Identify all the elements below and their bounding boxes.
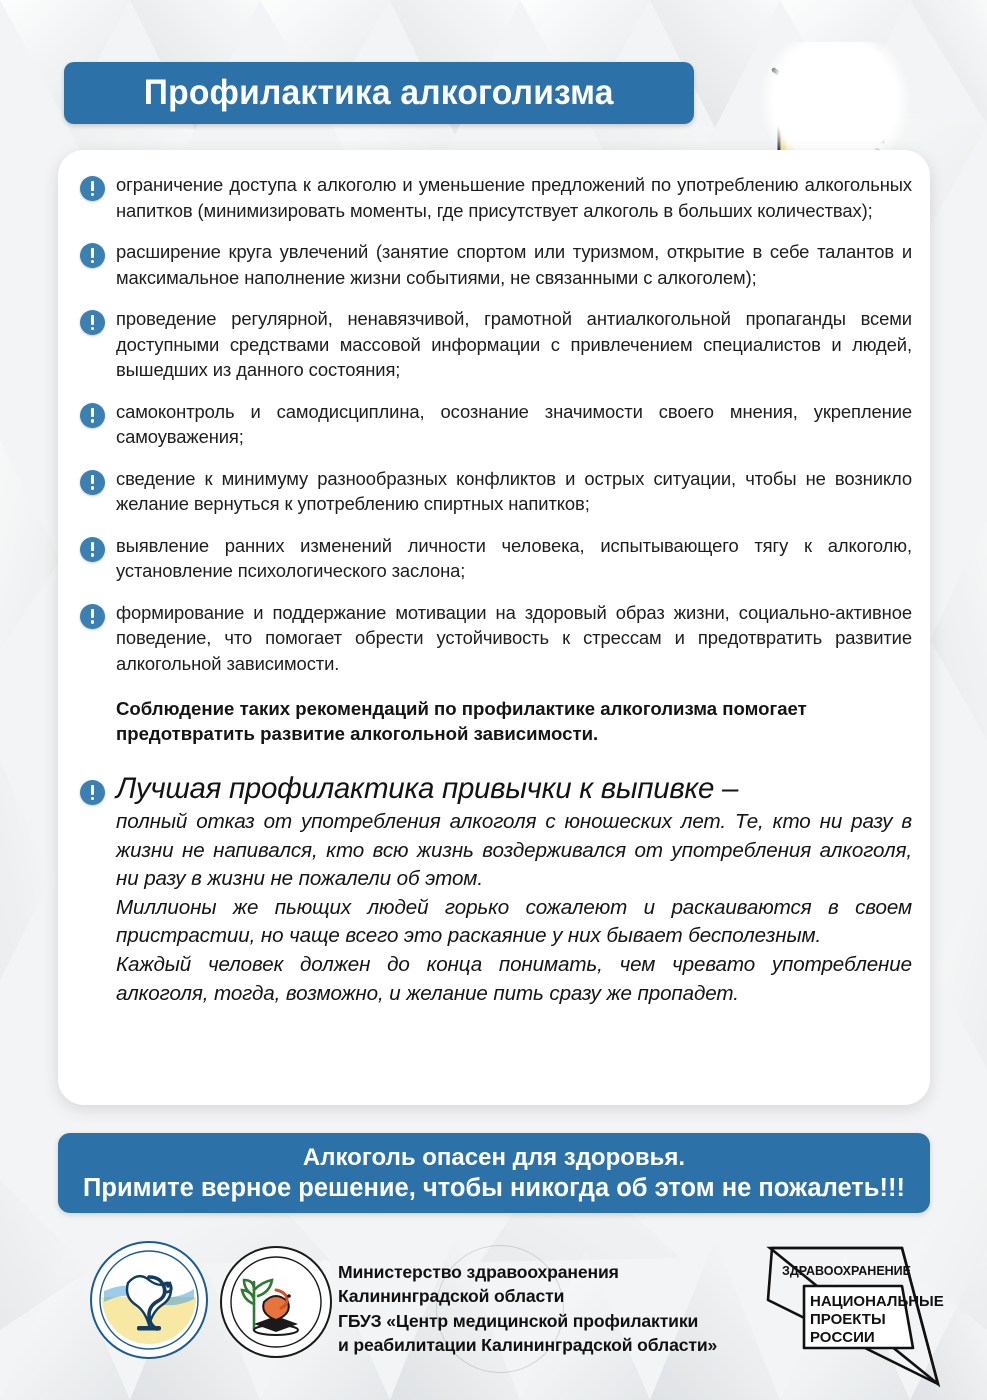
recommendation-text: выявление ранних изменений личности человека, испытывающего тягу к алкоголю, установление психологического заслона; — [116, 534, 912, 581]
recommendation-text: расширение круга увлечений (занятие спортом или туризмом, открытие в себе талантов и максимальное наполнение жизни событиями, не связанными с алкоголем); — [116, 241, 912, 288]
page-title: Профилактика алкоголизма — [144, 73, 614, 112]
ministry-of-health-kaliningrad-emblem-icon — [88, 1239, 210, 1361]
exclamation-icon — [80, 604, 105, 629]
footer — [0, 1238, 987, 1398]
national-projects-russia-logo-icon — [762, 1238, 948, 1393]
np-top-label: ЗДРАВООХРАНЕНИЕ — [782, 1264, 912, 1278]
recommendation-text: формирование и поддержание мотивации на здоровый образ жизни, социально-активное поведение, что помогает обрести устойчивость к стрессам и предотвратить развитие алкогольной зависимости. — [116, 601, 912, 674]
exclamation-icon — [80, 403, 105, 428]
exclamation-icon — [80, 176, 105, 201]
best-prevention-heading: Лучшая профилактика привычки к выпивке – — [116, 772, 739, 805]
best-prevention-paragraph: Миллионы же пьющих людей горько сожалеют и раскаиваются в своем пристрастии, но чаще всего это раскаяние у них бывает бесполезным. — [116, 895, 912, 948]
recommendation-text: ограничение доступа к алкоголю и уменьшение предложений по употреблению алкогольных напитков (минимизировать моменты, где присутствует алкоголь в больших количествах); — [116, 174, 912, 221]
list-item — [80, 466, 912, 517]
list-item — [80, 533, 912, 584]
best-prevention-paragraph: полный отказ от употребления алкоголя с юношеских лет. Те, кто ни разу в жизни не напивался, кто всю жизнь воздерживался от употребления алкоголя, ни разу в жизни не пожалели об этом. — [116, 810, 912, 891]
warning-banner — [58, 1133, 930, 1213]
exclamation-icon — [80, 537, 105, 562]
recommendation-text: самоконтроль и самодисциплина, осознание значимости своего мнения, укрепление самоуважения; — [116, 400, 912, 447]
footer-org-line: Калининградской области — [338, 1286, 565, 1307]
summary-note: Соблюдение таких рекомендаций по профилактике алкоголизма помогает предотвратить развитие алкогольной зависимости. — [116, 698, 807, 744]
recommendations-list — [80, 172, 912, 1008]
center-medical-prevention-emblem-icon — [218, 1244, 334, 1360]
best-prevention-paragraph: Каждый человек должен до конца понимать, чем чревато употребление алкоголя, тогда, возможно, и желание пить сразу же пропадет. — [116, 952, 912, 1005]
footer-org-line: Министерство здравоохранения — [338, 1262, 619, 1282]
list-item — [80, 306, 912, 383]
recommendation-text: сведение к минимуму разнообразных конфликтов и острых ситуации, чтобы не возникло желание вернуться к употреблению спиртных напитков; — [116, 467, 912, 514]
exclamation-icon — [80, 243, 105, 268]
page-title-bar — [64, 62, 694, 124]
recommendation-text: проведение регулярной, ненавязчивой, грамотной антиалкогольной пропаганды всеми доступными средствами массовой информации с привлечением специалистов и людей, вышедших из данного состояния; — [116, 308, 912, 380]
best-prevention-body — [116, 808, 912, 1008]
np-line1: НАЦИОНАЛЬНЫЕ — [810, 1293, 944, 1310]
list-item — [80, 600, 912, 677]
list-item — [80, 239, 912, 290]
exclamation-icon — [80, 310, 105, 335]
content-card — [58, 150, 930, 1105]
list-item — [80, 399, 912, 450]
np-line2: ПРОЕКТЫ — [810, 1311, 886, 1328]
list-item — [80, 172, 912, 223]
exclamation-icon — [80, 470, 105, 495]
footer-org-line: и реабилитации Калининградской области» — [338, 1335, 718, 1356]
exclamation-icon — [80, 780, 105, 805]
best-prevention-block — [80, 772, 912, 1008]
warning-banner-line2: Примите верное решение, чтобы никогда об этом не пожалеть!!! — [83, 1173, 905, 1202]
footer-organization-text — [338, 1260, 717, 1358]
warning-banner-line1: Алкоголь опасен для здоровья. — [302, 1143, 686, 1171]
np-line3: РОССИИ — [810, 1329, 875, 1346]
footer-org-line: ГБУЗ «Центр медицинской профилактики — [338, 1310, 699, 1331]
